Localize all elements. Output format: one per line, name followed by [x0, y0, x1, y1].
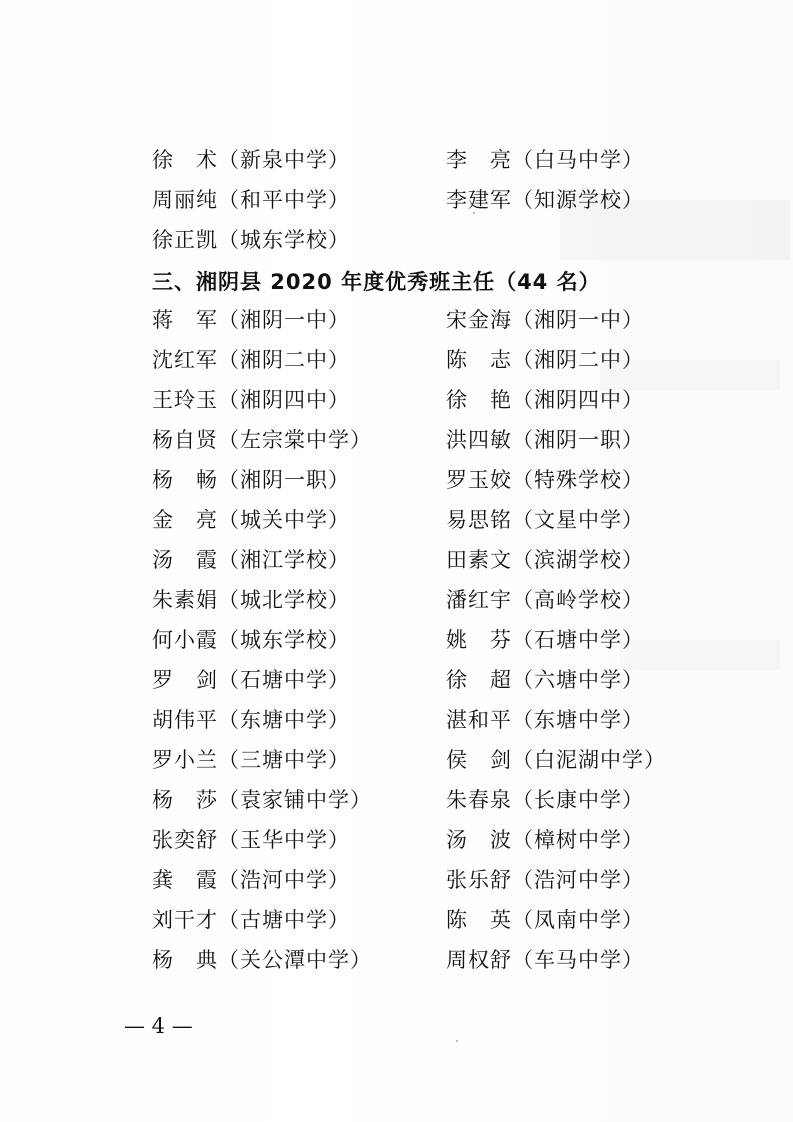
- name-row: [0, 382, 793, 418]
- name-entry: 李建军（知源学校）: [446, 188, 644, 212]
- name-entry: 徐 术（新泉中学）: [152, 148, 350, 172]
- name-entry: 田素文（滨湖学校）: [446, 548, 644, 572]
- name-row: [0, 942, 793, 978]
- name-row: [0, 822, 793, 858]
- name-row: [0, 342, 793, 378]
- name-row: [0, 462, 793, 498]
- section-heading: 三、湘阴县 2020 年度优秀班主任（44 名）: [152, 270, 601, 294]
- scan-speck: [456, 1040, 458, 1042]
- name-entry: 姚 芬（石塘中学）: [446, 628, 644, 652]
- name-entry: 侯 剑（白泥湖中学）: [446, 748, 666, 772]
- name-entry: 宋金海（湘阴一中）: [446, 308, 644, 332]
- name-row: [0, 902, 793, 938]
- name-row: [0, 542, 793, 578]
- name-row: [0, 142, 793, 178]
- name-row: [0, 302, 793, 338]
- scan-speck: [473, 212, 475, 214]
- name-entry: 罗小兰（三塘中学）: [152, 748, 350, 772]
- name-entry: 罗 剑（石塘中学）: [152, 668, 350, 692]
- name-row: [0, 222, 793, 258]
- name-row: [0, 862, 793, 898]
- name-entry: 胡伟平（东塘中学）: [152, 708, 350, 732]
- name-row: [0, 502, 793, 538]
- name-entry: 罗玉姣（特殊学校）: [446, 468, 644, 492]
- name-entry: 朱春泉（长康中学）: [446, 788, 644, 812]
- name-row: [0, 182, 793, 218]
- name-row: [0, 422, 793, 458]
- name-entry: 洪四敏（湘阴一职）: [446, 428, 644, 452]
- name-entry: 王玲玉（湘阴四中）: [152, 388, 350, 412]
- name-entry: 徐正凯（城东学校）: [152, 228, 350, 252]
- page-number: — 4 —: [124, 1014, 193, 1038]
- name-entry: 李 亮（白马中学）: [446, 148, 644, 172]
- name-entry: 杨 莎（袁家铺中学）: [152, 788, 372, 812]
- name-entry: 金 亮（城关中学）: [152, 508, 350, 532]
- name-entry: 龚 霞（浩河中学）: [152, 868, 350, 892]
- name-entry: 徐 超（六塘中学）: [446, 668, 644, 692]
- name-entry: 蒋 军（湘阴一中）: [152, 308, 350, 332]
- name-row: [0, 662, 793, 698]
- name-entry: 刘干才（古塘中学）: [152, 908, 350, 932]
- name-entry: 湛和平（东塘中学）: [446, 708, 644, 732]
- name-entry: 沈红军（湘阴二中）: [152, 348, 350, 372]
- name-entry: 陈 英（凤南中学）: [446, 908, 644, 932]
- name-row: [0, 702, 793, 738]
- name-entry: 杨 畅（湘阴一职）: [152, 468, 350, 492]
- name-row: [0, 582, 793, 618]
- name-entry: 张乐舒（浩河中学）: [446, 868, 644, 892]
- name-entry: 杨 典（关公潭中学）: [152, 948, 372, 972]
- name-entry: 潘红宇（高岭学校）: [446, 588, 644, 612]
- name-entry: 周丽纯（和平中学）: [152, 188, 350, 212]
- name-entry: 何小霞（城东学校）: [152, 628, 350, 652]
- name-entry: 汤 霞（湘江学校）: [152, 548, 350, 572]
- name-entry: 徐 艳（湘阴四中）: [446, 388, 644, 412]
- name-entry: 朱素娟（城北学校）: [152, 588, 350, 612]
- name-entry: 杨自贤（左宗棠中学）: [152, 428, 372, 452]
- name-entry: 汤 波（樟树中学）: [446, 828, 644, 852]
- name-row: [0, 622, 793, 658]
- name-row: [0, 782, 793, 818]
- name-entry: 周权舒（车马中学）: [446, 948, 644, 972]
- name-entry: 陈 志（湘阴二中）: [446, 348, 644, 372]
- name-entry: 张奕舒（玉华中学）: [152, 828, 350, 852]
- name-row: [0, 742, 793, 778]
- name-entry: 易思铭（文星中学）: [446, 508, 644, 532]
